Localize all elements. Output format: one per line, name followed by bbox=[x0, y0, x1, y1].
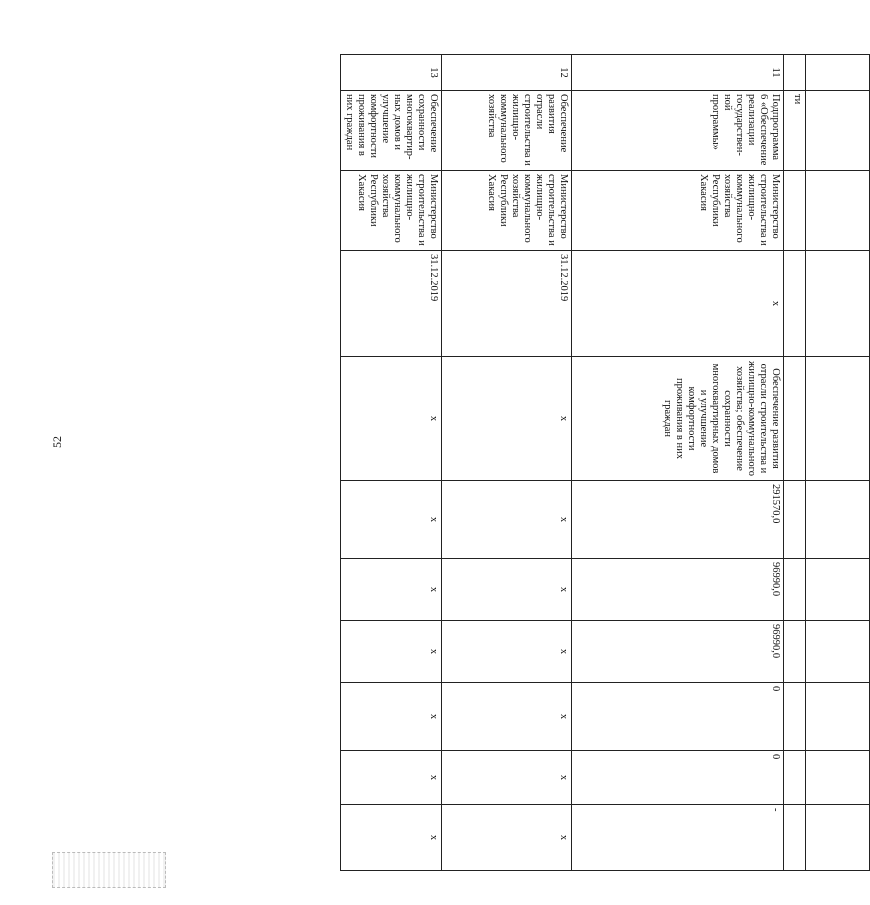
header-cell-number bbox=[806, 55, 870, 91]
row-value-4: 0 bbox=[572, 683, 784, 751]
row-number: 12 bbox=[442, 55, 572, 91]
header-cell-v1 bbox=[806, 481, 870, 559]
continued-cell-v6 bbox=[784, 805, 806, 871]
continued-cell-number bbox=[784, 55, 806, 91]
page-number: 52 bbox=[50, 436, 64, 448]
continued-cell-v5 bbox=[784, 751, 806, 805]
table-row bbox=[442, 55, 572, 871]
table-row-header bbox=[806, 55, 870, 871]
row-value-1: x bbox=[442, 481, 572, 559]
continued-cell-deadline bbox=[784, 251, 806, 357]
header-cell-name bbox=[806, 91, 870, 171]
header-cell-v2 bbox=[806, 559, 870, 621]
header-cell-v5 bbox=[806, 751, 870, 805]
row-value-6: x bbox=[341, 805, 442, 871]
row-deadline: x bbox=[572, 251, 784, 357]
row-executor: Министерство строительства и жилищно-коммунального хозяйства Республики Хакасия bbox=[442, 171, 572, 251]
continued-cell-v2 bbox=[784, 559, 806, 621]
row-result: x bbox=[341, 357, 442, 481]
row-value-5: x bbox=[442, 751, 572, 805]
row-value-5: 0 bbox=[572, 751, 784, 805]
row-value-4: x bbox=[442, 683, 572, 751]
continued-cell-v1 bbox=[784, 481, 806, 559]
row-name: Обеспечение сохранности многоквартир-ных домов и улучшение комфортности проживания в них граждан bbox=[341, 91, 442, 171]
table-row bbox=[572, 55, 784, 871]
header-cell-result bbox=[806, 357, 870, 481]
header-cell-v6 bbox=[806, 805, 870, 871]
row-value-3: x bbox=[341, 621, 442, 683]
row-executor: Министерство строительства и жилищно-коммунального хозяйства Республики Хакасия bbox=[572, 171, 784, 251]
row-value-6: x bbox=[442, 805, 572, 871]
row-number: 11 bbox=[572, 55, 784, 91]
row-executor: Министерство строительства и жилищно-коммунального хозяйства Республики Хакасия bbox=[341, 171, 442, 251]
table-row bbox=[341, 55, 442, 871]
row-value-3: 96990,0 bbox=[572, 621, 784, 683]
row-name: Подпрограмма 6 «Обеспечение реализации государствен-ной программы» bbox=[572, 91, 784, 171]
row-value-3: x bbox=[442, 621, 572, 683]
row-name: Обеспечение развития отрасли строительства и жилищно-коммунального хозяйства bbox=[442, 91, 572, 171]
header-cell-v4 bbox=[806, 683, 870, 751]
continued-cell-v3 bbox=[784, 621, 806, 683]
header-cell-executor bbox=[806, 171, 870, 251]
row-deadline: 31.12.2019 bbox=[341, 251, 442, 357]
row-value-4: x bbox=[341, 683, 442, 751]
row-value-2: 96990,0 bbox=[572, 559, 784, 621]
continued-cell-name: ти bbox=[784, 91, 806, 171]
row-value-1: x bbox=[341, 481, 442, 559]
row-value-2: x bbox=[442, 559, 572, 621]
row-result: Обеспечение развития отрасли строительства и жилищно-коммунального хозяйства; обеспечение сохранности многоквартирных домов и улучшение комфортности проживания в них граждан bbox=[572, 357, 784, 481]
header-cell-deadline bbox=[806, 251, 870, 357]
table-row-continued bbox=[784, 55, 806, 871]
scan-stamp-mark bbox=[52, 852, 166, 888]
continued-cell-result bbox=[784, 357, 806, 481]
header-cell-v3 bbox=[806, 621, 870, 683]
row-value-5: x bbox=[341, 751, 442, 805]
row-value-2: x bbox=[341, 559, 442, 621]
row-value-6: - bbox=[572, 805, 784, 871]
rotated-table-wrapper bbox=[344, 54, 870, 870]
row-deadline: 31.12.2019 bbox=[442, 251, 572, 357]
row-result: x bbox=[442, 357, 572, 481]
row-value-1: 291570,0 bbox=[572, 481, 784, 559]
row-number: 13 bbox=[341, 55, 442, 91]
program-table bbox=[340, 54, 870, 871]
continued-cell-v4 bbox=[784, 683, 806, 751]
continued-cell-executor bbox=[784, 171, 806, 251]
